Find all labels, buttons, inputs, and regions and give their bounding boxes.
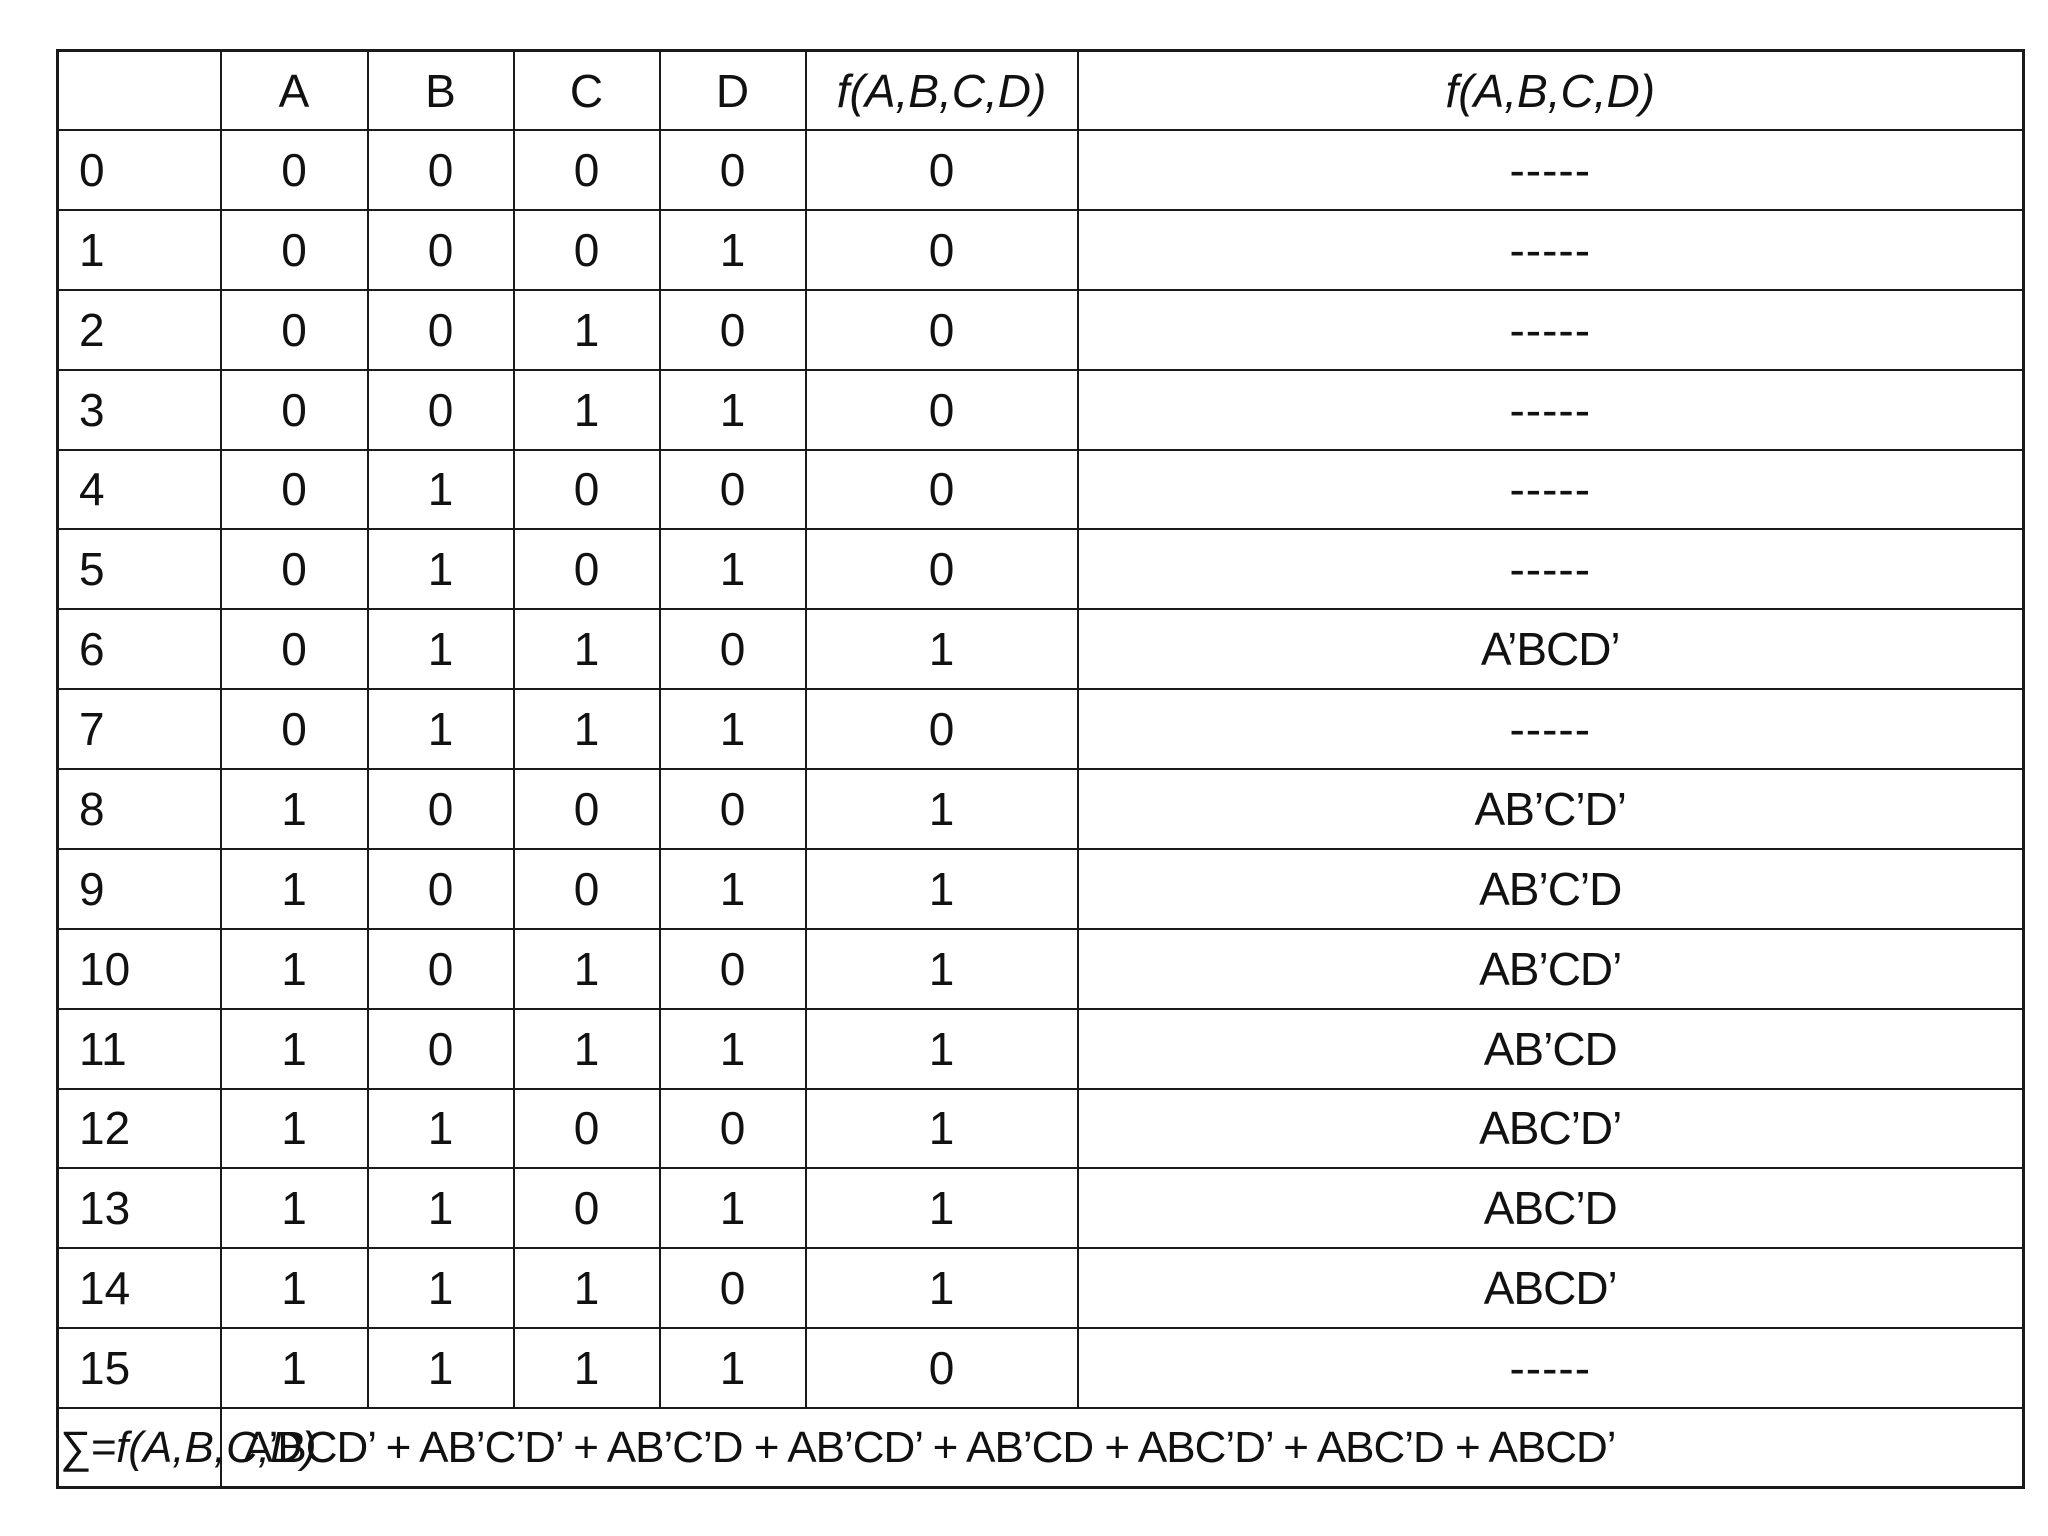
cell-c: 1	[514, 1009, 660, 1089]
table-row	[58, 1248, 2024, 1328]
cell-c: 0	[514, 769, 660, 849]
cell-d: 1	[660, 689, 806, 769]
header-a: A	[221, 51, 368, 131]
row-index: 10	[58, 929, 221, 1009]
table-body	[58, 130, 2024, 1408]
row-index: 13	[58, 1168, 221, 1248]
header-d: D	[660, 51, 806, 131]
cell-d: 1	[660, 529, 806, 609]
row-index: 7	[58, 689, 221, 769]
cell-minterm: AB’C’D	[1078, 849, 2024, 929]
cell-b: 0	[368, 130, 514, 210]
table-row	[58, 1009, 2024, 1089]
cell-minterm: -----	[1078, 370, 2024, 450]
cell-minterm: AB’CD	[1078, 1009, 2024, 1089]
cell-a: 1	[221, 1328, 368, 1408]
cell-b: 0	[368, 1009, 514, 1089]
cell-c: 0	[514, 1168, 660, 1248]
table-row	[58, 1168, 2024, 1248]
cell-f: 1	[806, 1009, 1078, 1089]
row-index: 1	[58, 210, 221, 290]
table-row	[58, 529, 2024, 609]
cell-f: 1	[806, 1248, 1078, 1328]
row-index: 5	[58, 529, 221, 609]
cell-f: 1	[806, 609, 1078, 689]
table-row	[58, 929, 2024, 1009]
cell-d: 0	[660, 1089, 806, 1169]
row-index: 2	[58, 290, 221, 370]
table-row	[58, 609, 2024, 689]
cell-a: 0	[221, 529, 368, 609]
sum-expression: A’BCD’ + AB’C’D’ + AB’C’D + AB’CD’ + AB’CD + ABC’D’ + ABC’D + ABCD’	[221, 1408, 2024, 1488]
cell-c: 0	[514, 210, 660, 290]
cell-f: 1	[806, 849, 1078, 929]
cell-minterm: -----	[1078, 450, 2024, 530]
cell-d: 0	[660, 769, 806, 849]
cell-minterm: -----	[1078, 1328, 2024, 1408]
cell-a: 1	[221, 1168, 368, 1248]
row-index: 6	[58, 609, 221, 689]
cell-minterm: ABC’D’	[1078, 1089, 2024, 1169]
cell-f: 0	[806, 529, 1078, 609]
cell-minterm: A’BCD’	[1078, 609, 2024, 689]
cell-b: 1	[368, 1248, 514, 1328]
cell-b: 1	[368, 689, 514, 769]
cell-f: 1	[806, 1089, 1078, 1169]
cell-d: 1	[660, 1328, 806, 1408]
cell-d: 0	[660, 290, 806, 370]
cell-d: 1	[660, 370, 806, 450]
cell-b: 1	[368, 1328, 514, 1408]
cell-d: 1	[660, 1009, 806, 1089]
cell-b: 0	[368, 290, 514, 370]
cell-f: 1	[806, 769, 1078, 849]
header-index	[58, 51, 221, 131]
row-index: 12	[58, 1089, 221, 1169]
cell-d: 1	[660, 849, 806, 929]
row-index: 4	[58, 450, 221, 530]
cell-a: 0	[221, 609, 368, 689]
cell-b: 0	[368, 849, 514, 929]
table-row	[58, 1328, 2024, 1408]
table-row	[58, 130, 2024, 210]
cell-a: 1	[221, 849, 368, 929]
table-row	[58, 1089, 2024, 1169]
cell-minterm: -----	[1078, 529, 2024, 609]
cell-a: 1	[221, 769, 368, 849]
row-index: 0	[58, 130, 221, 210]
cell-b: 0	[368, 210, 514, 290]
cell-a: 1	[221, 1009, 368, 1089]
cell-a: 0	[221, 210, 368, 290]
cell-c: 1	[514, 1248, 660, 1328]
cell-b: 1	[368, 609, 514, 689]
cell-d: 0	[660, 929, 806, 1009]
row-index: 11	[58, 1009, 221, 1089]
cell-b: 1	[368, 450, 514, 530]
cell-f: 0	[806, 689, 1078, 769]
cell-c: 1	[514, 1328, 660, 1408]
cell-minterm: AB’CD’	[1078, 929, 2024, 1009]
table-row	[58, 689, 2024, 769]
cell-d: 1	[660, 210, 806, 290]
cell-minterm: -----	[1078, 290, 2024, 370]
cell-c: 1	[514, 370, 660, 450]
table-row	[58, 849, 2024, 929]
cell-c: 0	[514, 529, 660, 609]
cell-a: 0	[221, 130, 368, 210]
cell-c: 0	[514, 130, 660, 210]
cell-f: 0	[806, 130, 1078, 210]
sum-row	[58, 1408, 2024, 1488]
sum-label: ∑=f(A,B,C,D)	[58, 1408, 221, 1488]
row-index: 14	[58, 1248, 221, 1328]
table-header-row	[58, 51, 2024, 131]
cell-c: 1	[514, 609, 660, 689]
header-minterm: f(A,B,C,D)	[1078, 51, 2024, 131]
row-index: 15	[58, 1328, 221, 1408]
cell-d: 0	[660, 609, 806, 689]
cell-b: 0	[368, 929, 514, 1009]
cell-d: 1	[660, 1168, 806, 1248]
cell-f: 1	[806, 1168, 1078, 1248]
cell-a: 1	[221, 929, 368, 1009]
cell-a: 1	[221, 1089, 368, 1169]
cell-minterm: ABC’D	[1078, 1168, 2024, 1248]
cell-minterm: AB’C’D’	[1078, 769, 2024, 849]
cell-c: 1	[514, 929, 660, 1009]
truth-table	[56, 49, 2025, 1489]
cell-b: 0	[368, 769, 514, 849]
cell-b: 1	[368, 529, 514, 609]
cell-c: 1	[514, 689, 660, 769]
table-row	[58, 290, 2024, 370]
cell-a: 0	[221, 290, 368, 370]
cell-minterm: ABCD’	[1078, 1248, 2024, 1328]
cell-b: 0	[368, 370, 514, 450]
cell-a: 0	[221, 689, 368, 769]
cell-f: 0	[806, 210, 1078, 290]
cell-b: 1	[368, 1168, 514, 1248]
cell-d: 0	[660, 130, 806, 210]
cell-f: 0	[806, 1328, 1078, 1408]
cell-f: 1	[806, 929, 1078, 1009]
cell-minterm: -----	[1078, 689, 2024, 769]
row-index: 9	[58, 849, 221, 929]
cell-a: 0	[221, 370, 368, 450]
header-c: C	[514, 51, 660, 131]
cell-c: 0	[514, 849, 660, 929]
table-row	[58, 370, 2024, 450]
table-row	[58, 769, 2024, 849]
cell-f: 0	[806, 370, 1078, 450]
cell-d: 0	[660, 1248, 806, 1328]
table-row	[58, 450, 2024, 530]
cell-c: 1	[514, 290, 660, 370]
cell-a: 0	[221, 450, 368, 530]
cell-c: 0	[514, 450, 660, 530]
cell-d: 0	[660, 450, 806, 530]
table-row	[58, 210, 2024, 290]
row-index: 8	[58, 769, 221, 849]
cell-minterm: -----	[1078, 210, 2024, 290]
header-function: f(A,B,C,D)	[806, 51, 1078, 131]
cell-a: 1	[221, 1248, 368, 1328]
cell-f: 0	[806, 450, 1078, 530]
row-index: 3	[58, 370, 221, 450]
cell-f: 0	[806, 290, 1078, 370]
cell-b: 1	[368, 1089, 514, 1169]
header-b: B	[368, 51, 514, 131]
cell-minterm: -----	[1078, 130, 2024, 210]
cell-c: 0	[514, 1089, 660, 1169]
